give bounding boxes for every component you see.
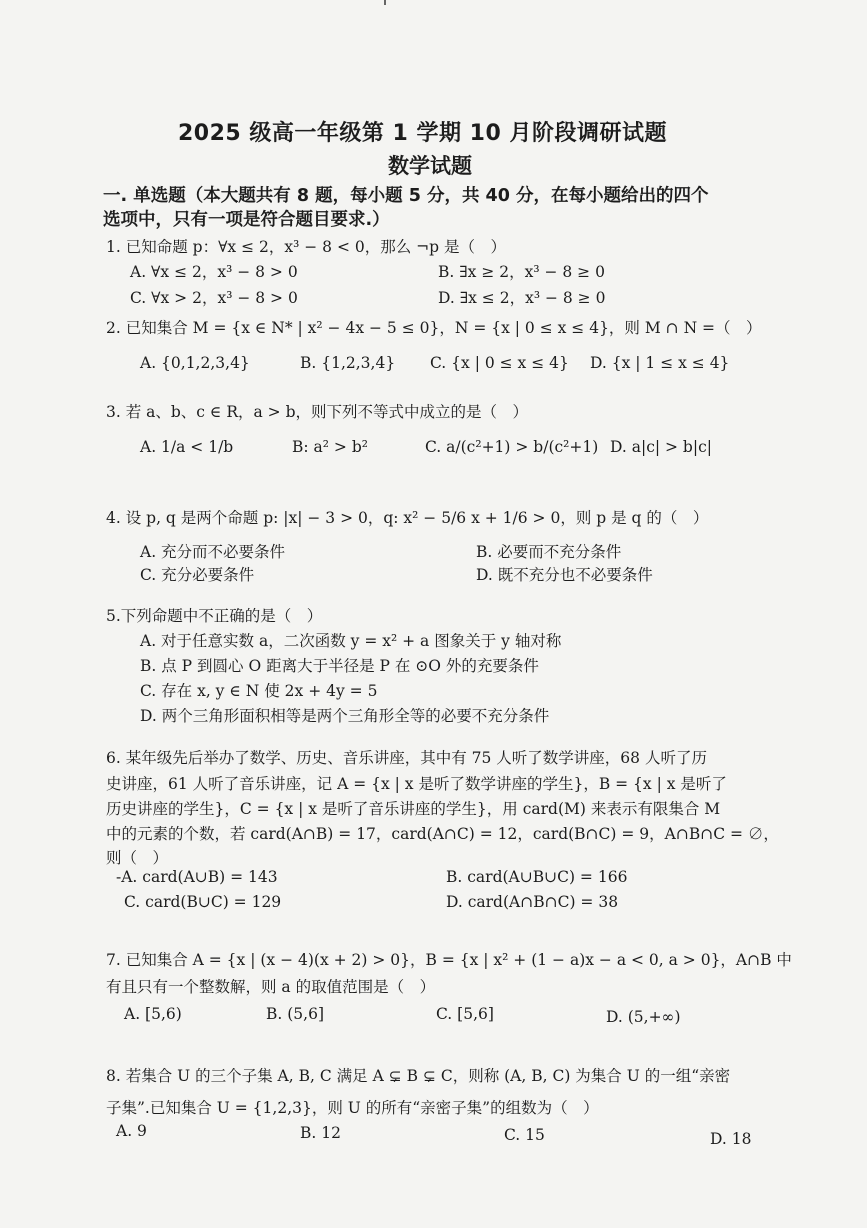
question-7-option-a: A. [5,6) xyxy=(124,1005,182,1023)
question-8-stem-line-2: 子集”.已知集合 U = {1,2,3}，则 U 的所有“亲密子集”的组数为（ ） xyxy=(106,1099,599,1117)
question-4-option-b: B. 必要而不充分条件 xyxy=(476,543,622,561)
question-3-option-a: A. 1/a < 1/b xyxy=(140,438,234,456)
question-5-option-d: D. 两个三角形面积相等是两个三角形全等的必要不充分条件 xyxy=(140,707,550,725)
question-4-option-a: A. 充分而不必要条件 xyxy=(140,543,286,561)
question-6-option-a: -A. card(A∪B) = 143 xyxy=(116,868,278,886)
section-heading-continued: 选项中，只有一项是符合题目要求.） xyxy=(103,210,390,230)
question-8-option-a: A. 9 xyxy=(116,1122,147,1140)
question-4-stem: 4. 设 p, q 是两个命题 p: |x| − 3 > 0，q: x² − 5/6 x + 1/6 > 0，则 p 是 q 的（ ） xyxy=(106,509,709,527)
question-6-stem-line-4: 中的元素的个数，若 card(A∩B) = 17，card(A∩C) = 12，card(B∩C) = 9，A∩B∩C = ∅， xyxy=(106,825,779,843)
question-2-option-a: A. {0,1,2,3,4} xyxy=(140,354,250,372)
question-6-stem-line-1: 6. 某年级先后举办了数学、历史、音乐讲座，其中有 75 人听了数学讲座，68 人听了历 xyxy=(106,749,707,767)
question-3-option-c: C. a/(c²+1) > b/(c²+1) xyxy=(425,438,599,456)
question-1-option-d: D. ∃x ≤ 2，x³ − 8 ≥ 0 xyxy=(438,289,606,307)
question-4-option-d: D. 既不充分也不必要条件 xyxy=(476,566,653,584)
question-8-stem-line-1: 8. 若集合 U 的三个子集 A, B, C 满足 A ⊊ B ⊊ C，则称 (A, B, C) 为集合 U 的一组“亲密 xyxy=(106,1067,731,1085)
scan-speck xyxy=(384,0,386,5)
question-6-stem-line-3: 历史讲座的学生}，C = {x | x 是听了音乐讲座的学生}，用 card(M) 来表示有限集合 M xyxy=(106,800,721,818)
question-8-option-c: C. 15 xyxy=(504,1126,545,1144)
question-2-stem: 2. 已知集合 M = {x ∈ N* | x² − 4x − 5 ≤ 0}，N = {x | 0 ≤ x ≤ 4}，则 M ∩ N =（ ） xyxy=(106,319,762,337)
question-5-option-b: B. 点 P 到圆心 O 距离大于半径是 P 在 ⊙O 外的充要条件 xyxy=(140,657,539,675)
question-6-option-c: C. card(B∪C) = 129 xyxy=(124,893,282,911)
question-3-option-d: D. a|c| > b|c| xyxy=(610,438,712,456)
question-6-stem-line-2: 史讲座，61 人听了音乐讲座，记 A = {x | x 是听了数学讲座的学生}，B = {x | x 是听了 xyxy=(106,775,727,793)
question-3-option-b: B: a² > b² xyxy=(292,438,368,456)
question-1-option-a: A. ∀x ≤ 2，x³ − 8 > 0 xyxy=(130,263,298,281)
question-5-stem: 5.下列命题中不正确的是（ ） xyxy=(106,607,323,625)
question-2-option-d: D. {x | 1 ≤ x ≤ 4} xyxy=(590,354,730,372)
question-6-option-b: B. card(A∪B∪C) = 166 xyxy=(446,868,628,886)
subject-title: 数学试题 xyxy=(388,154,472,178)
question-5-option-c: C. 存在 x, y ∈ N 使 2x + 4y = 5 xyxy=(140,682,378,700)
question-7-option-b: B. (5,6] xyxy=(266,1005,324,1023)
question-6-stem-line-5: 则（ ） xyxy=(106,849,169,867)
question-2-option-c: C. {x | 0 ≤ x ≤ 4} xyxy=(430,354,569,372)
question-1-stem: 1. 已知命题 p：∀x ≤ 2，x³ − 8 < 0，那么 ¬p 是（ ） xyxy=(106,238,506,256)
section-heading: 一. 单选题（本大题共有 8 题，每小题 5 分，共 40 分，在每小题给出的四个 xyxy=(103,186,709,206)
question-1-option-c: C. ∀x > 2，x³ − 8 > 0 xyxy=(130,289,298,307)
question-7-stem-line-1: 7. 已知集合 A = {x | (x − 4)(x + 2) > 0}，B = {x | x² + (1 − a)x − a < 0, a > 0}，A∩B 中 xyxy=(106,951,792,969)
question-7-option-c: C. [5,6] xyxy=(436,1005,494,1023)
exam-title: 2025 级高一年级第 1 学期 10 月阶段调研试题 xyxy=(178,121,667,146)
question-6-option-d: D. card(A∩B∩C) = 38 xyxy=(446,893,619,911)
question-3-stem: 3. 若 a、b、c ∈ R，a > b，则下列不等式中成立的是（ ） xyxy=(106,403,528,421)
question-8-option-d: D. 18 xyxy=(710,1130,752,1148)
question-4-option-c: C. 充分必要条件 xyxy=(140,566,255,584)
question-5-option-a: A. 对于任意实数 a，二次函数 y = x² + a 图象关于 y 轴对称 xyxy=(140,632,562,650)
question-2-option-b: B. {1,2,3,4} xyxy=(300,354,396,372)
question-1-option-b: B. ∃x ≥ 2，x³ − 8 ≥ 0 xyxy=(438,263,605,281)
question-8-option-b: B. 12 xyxy=(300,1124,341,1142)
question-7-stem-line-2: 有且只有一个整数解，则 a 的取值范围是（ ） xyxy=(106,978,436,996)
question-7-option-d: D. (5,+∞) xyxy=(606,1008,681,1026)
